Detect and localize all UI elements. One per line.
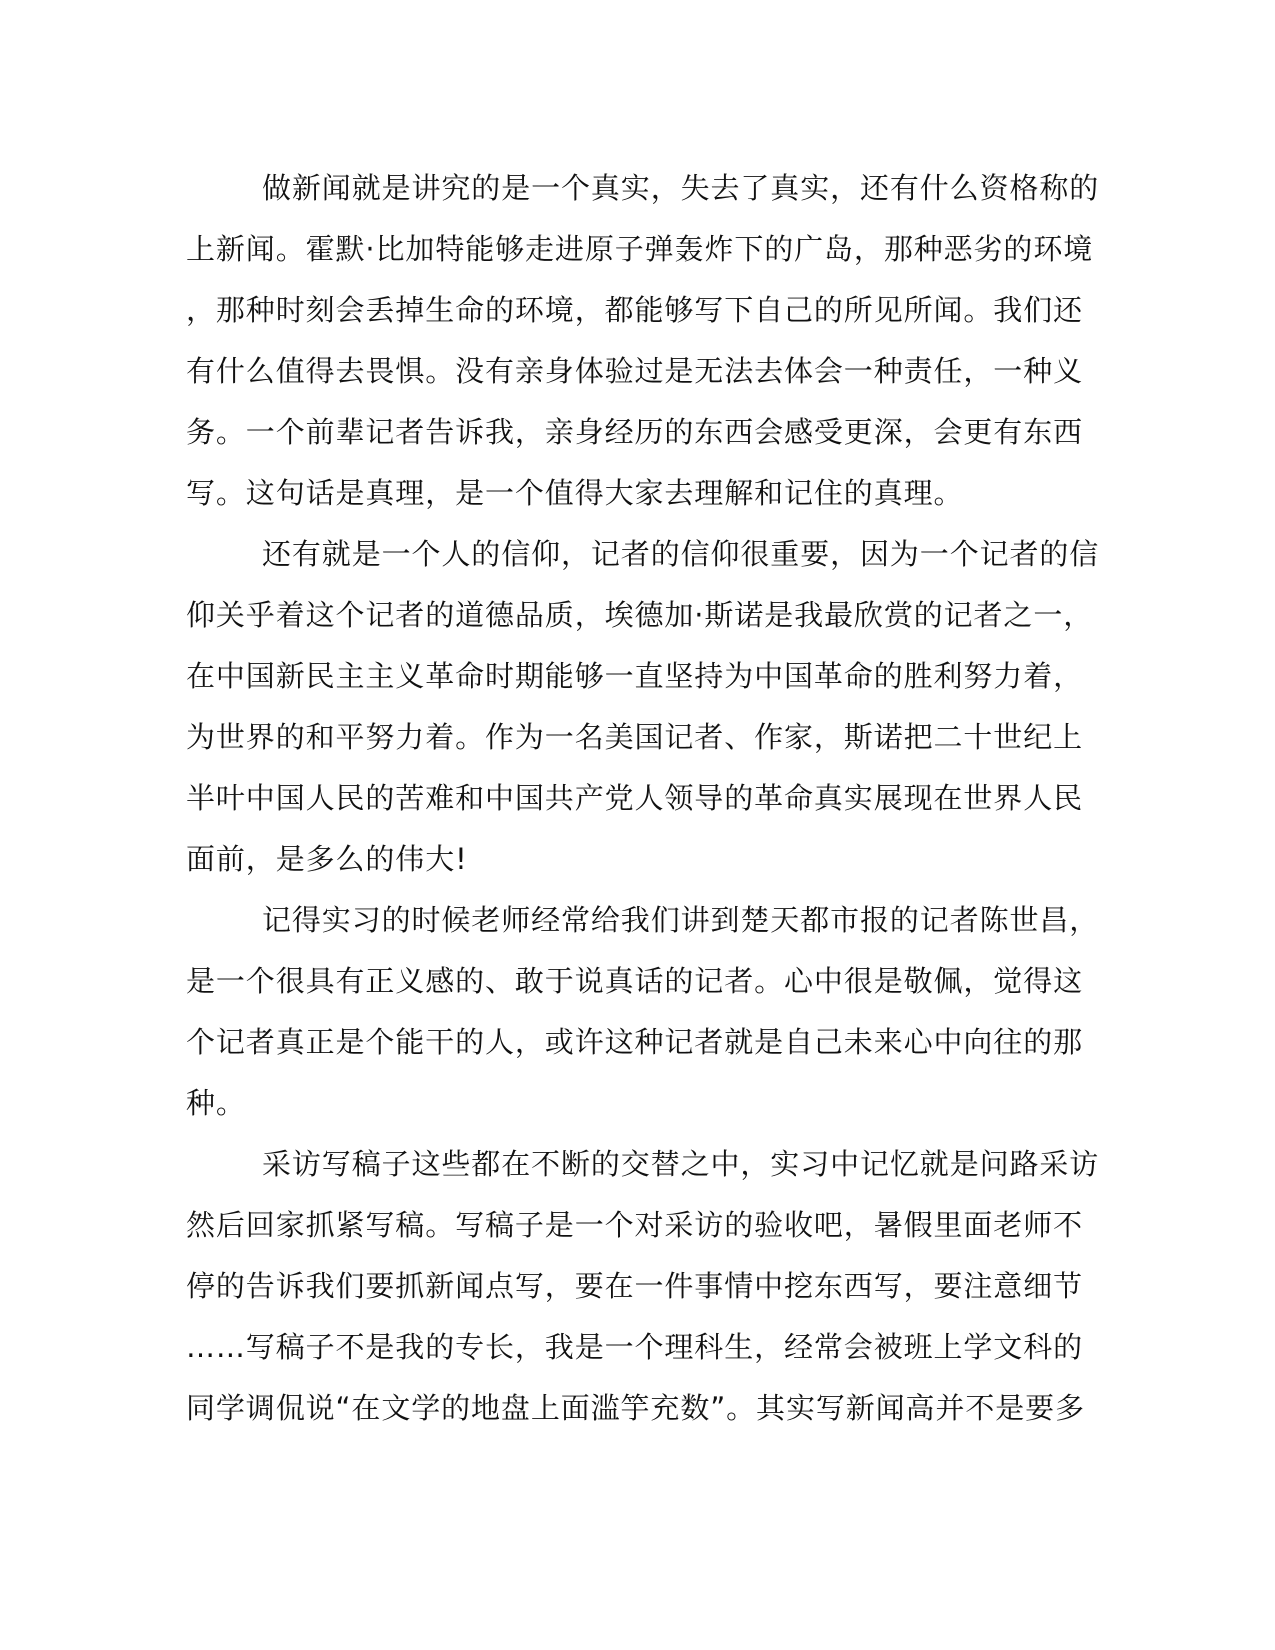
text-line: 同学调侃说“在文学的地盘上面滥竽充数”。其实写新闻高并不是要多 xyxy=(186,1391,1085,1425)
text-line: 上新闻。霍默·比加特能够走进原子弹轰炸下的广岛，那种恶劣的环境 xyxy=(186,232,1094,266)
text-line: 是一个很具有正义感的、敢于说真话的记者。心中很是敬佩，觉得这 xyxy=(186,964,1084,998)
paragraph-3 xyxy=(186,890,1100,1134)
text-line: 然后回家抓紧写稿。写稿子是一个对采访的验收吧，暑假里面老师不 xyxy=(186,1208,1084,1242)
document-body xyxy=(186,158,1100,1439)
text-line: 停的告诉我们要抓新闻点写，要在一件事情中挖东西写，要注意细节 xyxy=(186,1269,1084,1303)
text-line: 做新闻就是讲究的是一个真实，失去了真实，还有什么资格称的 xyxy=(262,171,1100,205)
text-line: 种。 xyxy=(186,1086,246,1120)
text-line: 还有就是一个人的信仰，记者的信仰很重要，因为一个记者的信 xyxy=(262,537,1100,571)
text-line: 个记者真正是个能干的人，或许这种记者就是自己未来心中向往的那 xyxy=(186,1025,1084,1059)
text-line: 有什么值得去畏惧。没有亲身体验过是无法去体会一种责任，一种义 xyxy=(186,354,1084,388)
text-line: 采访写稿子这些都在不断的交替之中，实习中记忆就是问路采访 xyxy=(262,1147,1100,1181)
text-line: 记得实习的时候老师经常给我们讲到楚天都市报的记者陈世昌， xyxy=(262,903,1100,937)
text-line: 写。这句话是真理，是一个值得大家去理解和记住的真理。 xyxy=(186,476,964,510)
paragraph-1 xyxy=(186,158,1100,524)
text-line: 仰关乎着这个记者的道德品质，埃德加·斯诺是我最欣赏的记者之一， xyxy=(186,598,1094,632)
text-line: 在中国新民主主义革命时期能够一直坚持为中国革命的胜利努力着， xyxy=(186,659,1084,693)
text-line: ，那种时刻会丢掉生命的环境，都能够写下自己的所见所闻。我们还 xyxy=(186,293,1084,327)
text-line: 务。一个前辈记者告诉我，亲身经历的东西会感受更深，会更有东西 xyxy=(186,415,1084,449)
text-line: 面前，是多么的伟大! xyxy=(186,842,468,876)
text-line: 半叶中国人民的苦难和中国共产党人领导的革命真实展现在世界人民 xyxy=(186,781,1084,815)
paragraph-2 xyxy=(186,524,1100,890)
paragraph-4 xyxy=(186,1134,1100,1439)
text-line: ……写稿子不是我的专长，我是一个理科生，经常会被班上学文科的 xyxy=(186,1330,1084,1364)
text-line: 为世界的和平努力着。作为一名美国记者、作家，斯诺把二十世纪上 xyxy=(186,720,1084,754)
